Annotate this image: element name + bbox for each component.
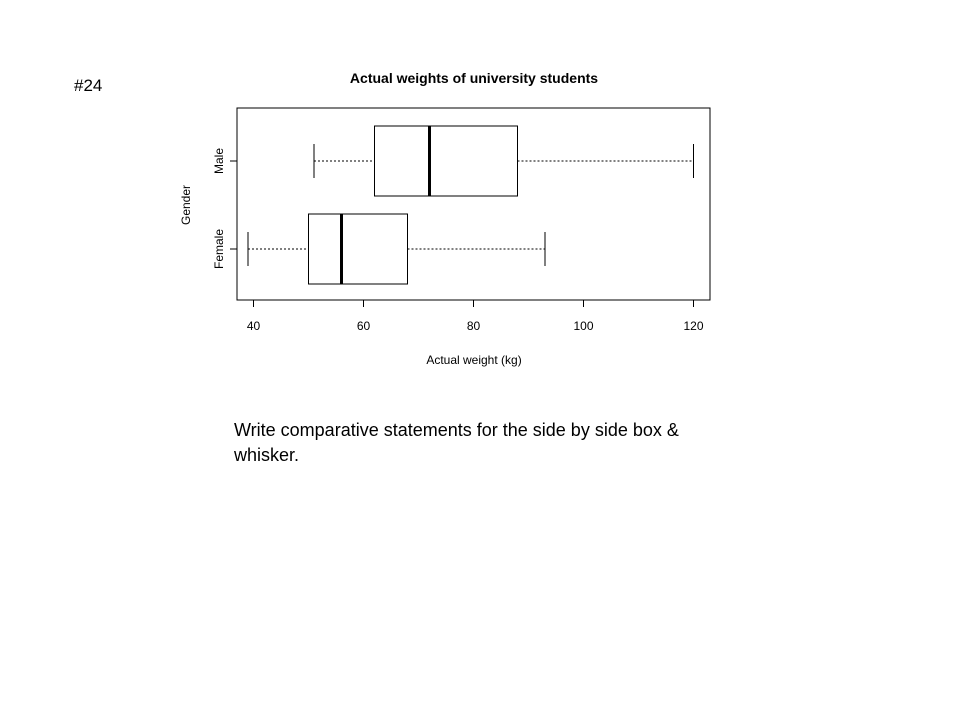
boxes (248, 126, 694, 284)
x-tick-label: 60 (356, 319, 371, 333)
x-tick-label: 40 (246, 319, 261, 333)
chart-title: Actual weights of university students (349, 70, 599, 86)
y-tick-label-male: Male (212, 147, 226, 175)
x-tick-label: 80 (466, 319, 481, 333)
prompt-text: Write comparative statements for the side by side box & whisker. (234, 420, 679, 465)
x-axis (247, 300, 704, 333)
box-male (314, 126, 694, 196)
y-axis-ticks (212, 148, 237, 269)
x-axis-label: Actual weight (kg) (426, 353, 522, 367)
box-female (248, 214, 545, 284)
slide-number: #24 (74, 76, 103, 95)
x-tick-label: 100 (573, 319, 594, 333)
x-tick-label: 120 (683, 319, 704, 333)
y-axis-label: Gender (179, 184, 193, 226)
iqr-box (375, 126, 518, 196)
iqr-box (309, 214, 408, 284)
y-tick-label-female: Female (212, 228, 226, 270)
